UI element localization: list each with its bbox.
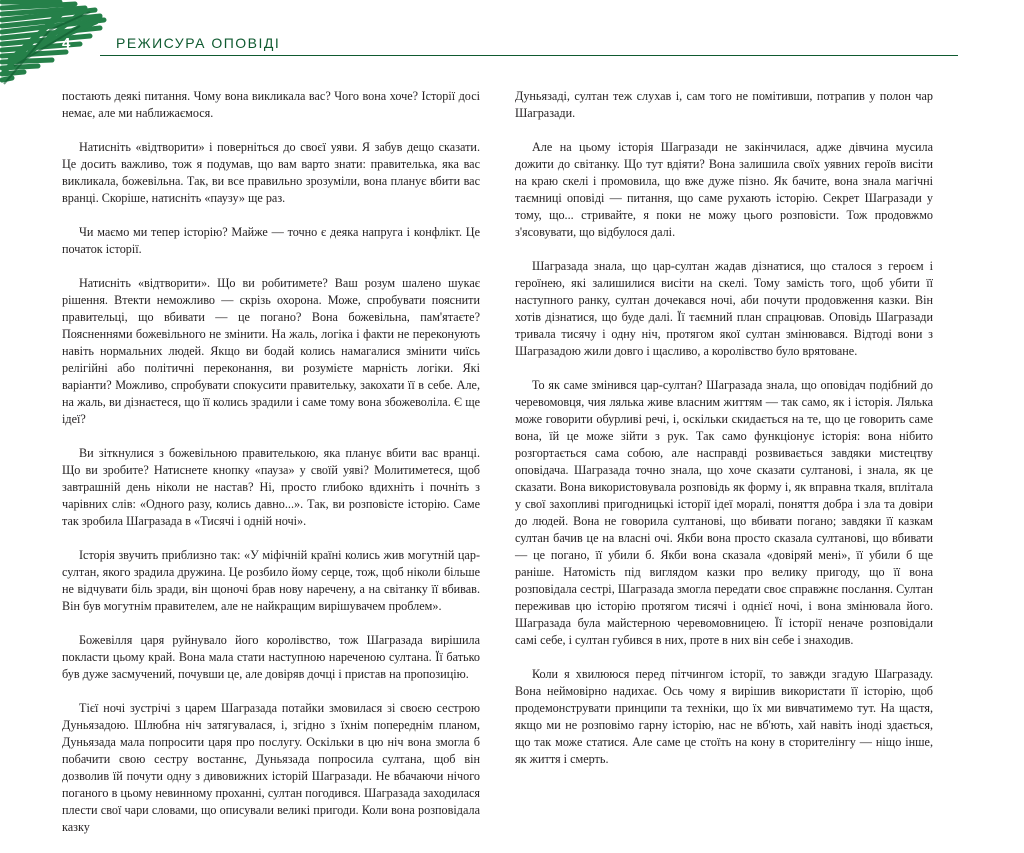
paragraph: Ви зіткнулися з божевільною правителькою, яка планує вбити вас вранці. Що ви зробите? Натиснете кнопку «пауза» у своїй уяві? Молитиметеся, щоб завтрашній день ніколи не настав? Ні, просто глибоко вдихніть і почніть з чарівних слів: «Одного разу, колись давно...». Так, ви розповісте історію. Саме так зробила Шагразада в «Тисячі і одній ночі». bbox=[62, 446, 480, 528]
running-title: РЕЖИСУРА ОПОВІДІ bbox=[116, 35, 281, 51]
paragraph: То як саме змінився цар-султан? Шагразада знала, що оповідач подібний до черевомовця, чия лялька живе власним життям — так само, як і історія. Лялька може говорити обурливі речі, і, оскільки скидається на те, що це говорить саме вона, їй це може зійти з рук. Так само функціонує історія: вона нібито розгортається сама собою, але насправді розвивається завдяки мистецтву оповідача. Шагразада точно знала, що хоче сказати султанові, і знала, як це сказати. Вона використовувала розповідь як форму і, як вправна ткаля, вплітала у свої захопливі пригодницькі історії ідеї моралі, поняття добра і зла та довіри до людей. Вона не говорила султанові, що вбивати погано; завдяки її казкам султан бачив це на власні очі. Якби вона просто сказала султанові, що вбивати — це погано, її убили б. Якби вона сказала «довіряй мені», її убили б ще раніше. Натомість під виглядом казки про велику пригоду, що її вона розповідала сестрі, Шагразада змогла передати своє справжнє послання. Султан переживав цю історію протягом тисячі і однієї ночі, і вона змінювала його. Шагразада була майстерною черевомовницею. Її історії неначе розповідали самі себе, і султан губився в них, проте в них він себе і знаходив. bbox=[515, 378, 933, 647]
paragraph: Але на цьому історія Шагразади не закінчилася, адже дівчина мусила дожити до світанку. Що тут вдіяти? Вона залишила своїх уявних героїв висіти на краю скелі і промовила, що вже дуже пізно. Як бачите, вона знала магічні таємниці оповіді — питання, що саме рухають історію. Секрет Шагразади у тому, що... стривайте, я поки не можу цього розповісти. Тож продовжмо з'ясовувати, що відбулося далі. bbox=[515, 140, 933, 239]
paragraph: Дуньязаді, султан теж слухав і, сам того не помітивши, потрапив у полон чар Шагразади. bbox=[515, 89, 933, 120]
paragraph: Коли я хвилююся перед пітчингом історії, то завжди згадую Шагразаду. Вона неймовірно надихає. Ось чому я вирішив використати її історію, щоб продемонструвати принципи та техніки, що їх ми вивчатимемо тут. На щастя, якщо ми не розповімо гарну історію, нас не вб'ють, хай навіть іноді здається, що так може статися. Але саме це стоїть на кону в сторителінгу — ніщо інше, як життя і смерть. bbox=[515, 667, 933, 766]
paragraph: Натисніть «відтворити» і поверніться до своєї уяви. Я забув дещо сказати. Це досить важливо, тож я подумав, що вам варто знати: правителька, яка вас викликала, божевільна. Так, ви все правильно зрозуміли, вона планує вбити вас вранці. Скоріше, натисніть «паузу» ще раз. bbox=[62, 140, 480, 205]
green-scribble-decoration bbox=[0, 0, 120, 90]
header-rule bbox=[100, 55, 958, 56]
paragraph: Шагразада знала, що цар-султан жадав дізнатися, що сталося з героєм і героїнею, які залишилися висіти на скелі. Тому замість того, щоб убити її наступного ранку, султан дочекався ночі, аби почути продовження казки. Він хотів дізнатися, що буде далі. Її таємний план спрацював. Оповідь Шагразади тривала тисячу і одну ніч, протягом якої султан змінювався. Відтоді вони з Шагразадою жили довго і щасливо, а королівство було врятоване. bbox=[515, 259, 933, 358]
paragraph: постають деякі питання. Чому вона викликала вас? Чого вона хоче? Історії досі немає, але ми наближаємося. bbox=[62, 89, 480, 120]
paragraph: Історія звучить приблизно так: «У міфічній країні колись жив могутній цар-султан, якого зрадила дружина. Це розбило йому серце, тож, щоб ніколи більше не відчувати біль зради, він щоночі брав нову наречену, а на світанку її вбивав. Він був могутнім правителем, але не найкращим вирішувачем проблем». bbox=[62, 548, 480, 613]
paragraph: Натисніть «відтворити». Що ви робитимете? Ваш розум шалено шукає рішення. Втекти неможливо — скрізь охорона. Може, спробувати пояснити правительці, що вбивати — це погано? Вона божевільна, пам'ятаєте? Поясненнями божевільного не змінити. На жаль, логіка і факти не переконують навіть нормальних людей. Якщо ви бодай колись намагалися змінити чиїсь релігійні або політичні переконання, ви розумієте марність логіки. Які варіанти? Можливо, спробувати спокусити правительку, закохати її в себе. Але, на жаль, ви дізнаєтеся, що її колись зрадили і саме тому вона збожеволіла. Є ще ідеї? bbox=[62, 276, 480, 426]
left-column bbox=[62, 88, 480, 853]
paragraph: Чи маємо ми тепер історію? Майже — точно є деяка напруга і конфлікт. Це початок історії. bbox=[62, 225, 480, 256]
page-number: 4 bbox=[62, 35, 72, 52]
right-column bbox=[515, 88, 933, 785]
paragraph: Божевілля царя руйнувало його королівство, тож Шагразада вирішила покласти цьому край. Вона мала стати наступною нареченою султана. Її батько був дуже засмучений, почувши це, але довіряв дочці і пристав на пропозицію. bbox=[62, 633, 480, 681]
paragraph: Тієї ночі зустрічі з царем Шагразада потайки змовилася зі своєю сестрою Дуньязадою. Шлюбна ніч затягувалася, і, згідно з їхнім попереднім планом, Дуньязада мала попросити царя про послугу. Оскільки в цю ніч вона змогла б побачити свою сестру востаннє, Дуньязада попросила султана, щоб він дозволив їй почути одну з дивовижних історій Шагразади. Не вбачаючи нічого поганого в цьому невинному проханні, султан погодився. Шагразада заходилася плести свої чари словами, що описували великі пригоди. Коли вона розповідала казку bbox=[62, 701, 480, 834]
